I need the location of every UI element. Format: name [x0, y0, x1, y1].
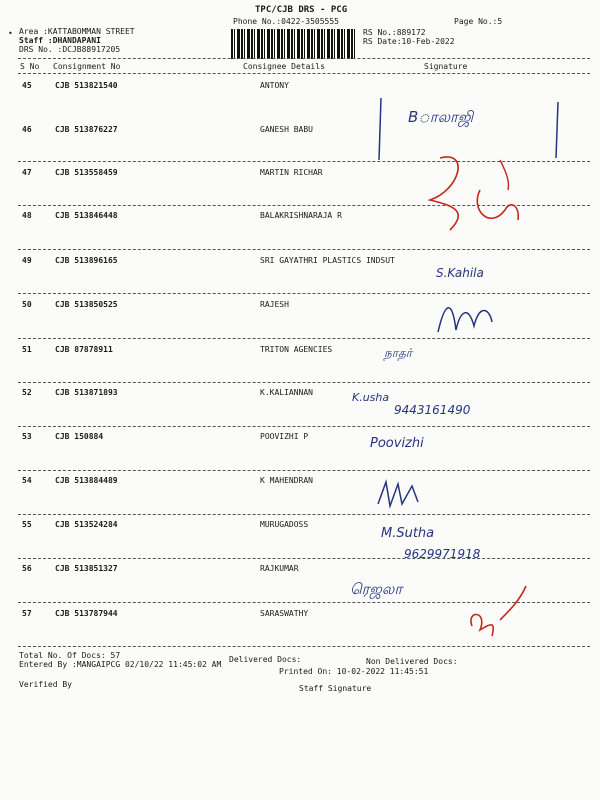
row-consignment: CJB 513871893	[55, 388, 118, 397]
table-row	[0, 256, 600, 276]
col-signature: Signature	[424, 62, 468, 71]
row-sno: 47	[22, 168, 32, 177]
divider	[18, 558, 590, 559]
signature-56: ரெஜலா	[350, 580, 403, 598]
row-consignee: SRI GAYATHRI PLASTICS INDSUT	[260, 256, 395, 265]
signature-55-name: M.Sutha	[381, 526, 435, 541]
phone-number: Phone No.:0422-3505555	[233, 17, 339, 26]
row-consignee: RAJESH	[260, 300, 289, 309]
table-row	[0, 388, 600, 408]
row-sno: 53	[22, 432, 32, 441]
staff-signature: Staff Signature	[299, 684, 372, 693]
row-consignee: MURUGADOSS	[260, 520, 309, 529]
table-row	[0, 432, 600, 452]
row-sno: 51	[22, 345, 32, 354]
divider	[18, 426, 590, 427]
document-title: TPC/CJB DRS - PCG	[255, 5, 348, 15]
table-row	[0, 520, 600, 540]
row-consignment: CJB 513524284	[55, 520, 118, 529]
signature-50-scribble	[430, 292, 500, 342]
row-consignee: ANTONY	[260, 81, 289, 90]
divider	[18, 58, 590, 59]
signature-47-red-scribble	[410, 150, 530, 240]
row-consignee: BALAKRISHNARAJA R	[260, 211, 342, 220]
signature-52-name: K.usha	[352, 391, 390, 404]
signature-57-red-scribble	[460, 580, 540, 640]
area-label: Area :KATTABOMMAN STREET	[19, 27, 135, 36]
row-sno: 55	[22, 520, 32, 529]
col-sno: S No	[20, 62, 40, 71]
row-consignment: CJB 513896165	[55, 256, 118, 265]
row-sno: 57	[22, 609, 32, 618]
row-sno: 45	[22, 81, 32, 90]
divider	[18, 382, 590, 383]
row-consignment: CJB 513558459	[55, 168, 118, 177]
signature-51: நாதர்	[384, 346, 413, 360]
divider	[18, 249, 590, 250]
row-consignment: CJB 150884	[55, 432, 104, 441]
staff-label: Staff :DHANDAPANI	[19, 36, 101, 45]
signature-55-phone: 9629971918	[404, 547, 481, 561]
divider	[18, 73, 590, 74]
total-docs: Total No. Of Docs: 57	[19, 651, 121, 660]
signature-49: S.Kahila	[436, 266, 484, 280]
drs-number: DRS No. :DCJB88917205	[19, 45, 121, 54]
row-consignee: POOVIZHI P	[260, 432, 309, 441]
page-number: Page No.:5	[454, 17, 503, 26]
entered-by: Entered By :MANGAIPCG 02/10/22 11:45:02 AM	[19, 660, 222, 669]
row-sno: 50	[22, 300, 32, 309]
row-consignment: CJB 513851327	[55, 564, 118, 573]
row-sno: 46	[22, 125, 32, 134]
table-row	[0, 300, 600, 320]
non-delivered-docs: Non Delivered Docs:	[366, 657, 458, 666]
row-consignment: CJB 513850525	[55, 300, 118, 309]
table-row	[0, 345, 600, 365]
row-sno: 52	[22, 388, 32, 397]
signature-46: Bாலாஜி	[408, 108, 474, 126]
signature-54-scribble	[372, 476, 432, 512]
col-consignee: Consignee Details	[243, 62, 325, 71]
row-consignee: TRITON AGENCIES	[260, 345, 333, 354]
divider	[18, 470, 590, 471]
row-consignee: SARASWATHY	[260, 609, 309, 618]
row-consignee: K MAHENDRAN	[260, 476, 313, 485]
divider	[18, 293, 590, 294]
signature-52-phone: 9443161490	[394, 403, 471, 417]
row-consignment: CJB 513876227	[55, 125, 118, 134]
delivered-docs: Delivered Docs:	[229, 655, 302, 664]
signature-53: Poovizhi	[370, 436, 424, 451]
verified-by: Verified By	[19, 680, 72, 689]
barcode	[231, 29, 355, 59]
row-consignment: CJB 513821540	[55, 81, 118, 90]
bullet-mark: •	[8, 29, 13, 38]
rs-date: RS Date:10-Feb-2022	[363, 37, 455, 46]
row-sno: 48	[22, 211, 32, 220]
divider	[18, 646, 590, 647]
row-consignee: GANESH BABU	[260, 125, 313, 134]
row-consignee: K.KALIANNAN	[260, 388, 313, 397]
row-sno: 49	[22, 256, 32, 265]
row-consignment: CJB 513884489	[55, 476, 118, 485]
divider	[18, 338, 590, 339]
row-sno: 54	[22, 476, 32, 485]
rs-number: RS No.:889172	[363, 28, 426, 37]
row-consignment: CJB 87878911	[55, 345, 113, 354]
row-consignee: RAJKUMAR	[260, 564, 299, 573]
table-row	[0, 476, 600, 496]
col-consignment: Consignment No	[53, 62, 121, 71]
row-sno: 56	[22, 564, 32, 573]
row-consignment: CJB 513846448	[55, 211, 118, 220]
printed-on: Printed On: 10-02-2022 11:45:51	[279, 667, 429, 676]
row-consignment: CJB 513787944	[55, 609, 118, 618]
row-consignee: MARTIN RICHAR	[260, 168, 323, 177]
divider	[18, 514, 590, 515]
